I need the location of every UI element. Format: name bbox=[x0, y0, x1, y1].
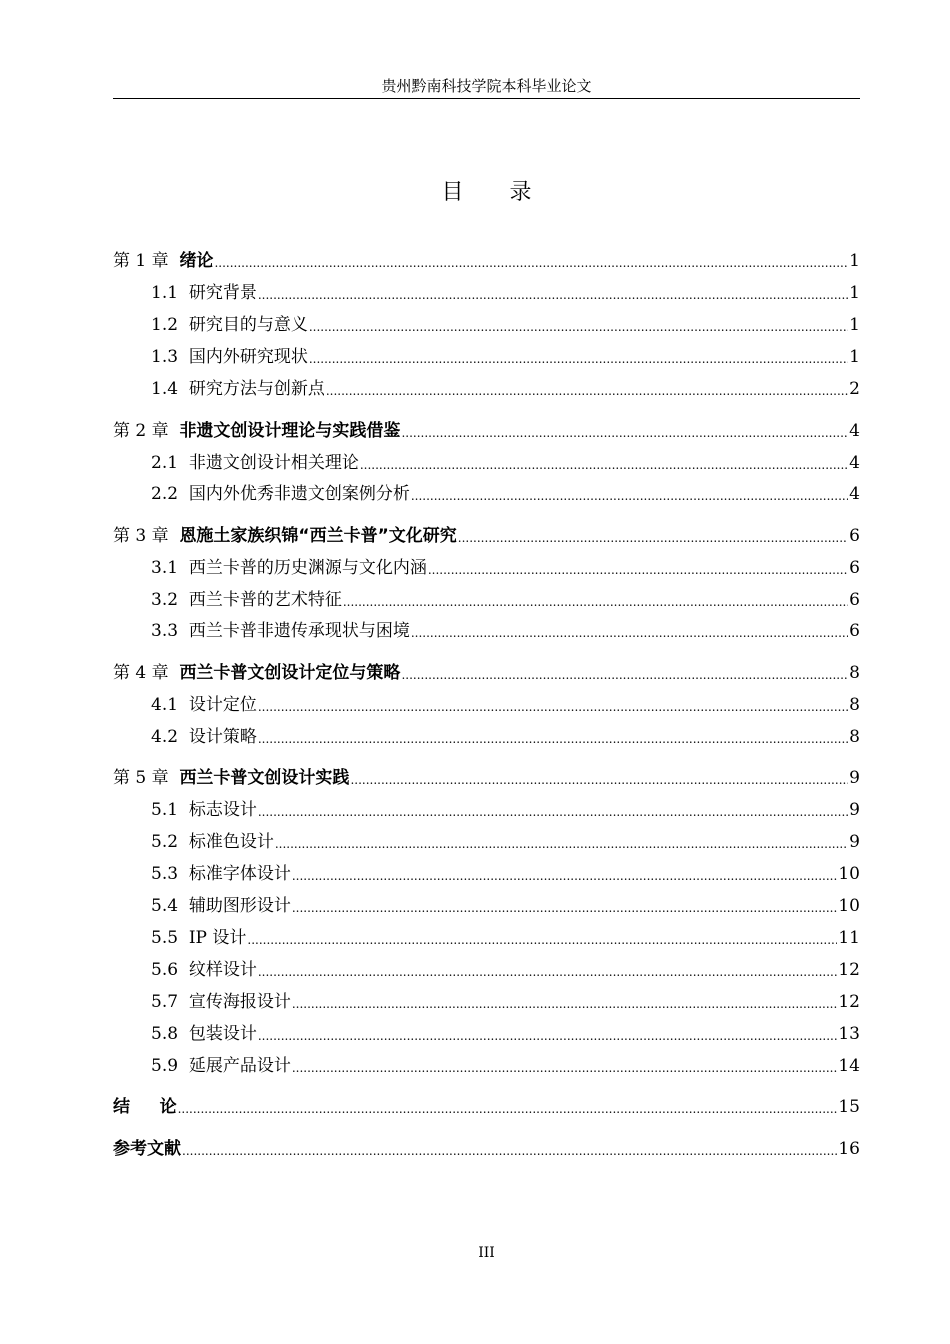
toc-entry-label: 西兰卡普非遗传承现状与困境 bbox=[188, 621, 410, 641]
toc-section-entry[interactable] bbox=[151, 376, 860, 400]
toc-entry-label: 国内外研究现状 bbox=[188, 347, 308, 367]
toc-entry-page: 8 bbox=[849, 695, 860, 715]
toc-section-entry[interactable] bbox=[151, 797, 860, 821]
toc-entry-number: 3.3 bbox=[151, 621, 189, 641]
toc-section-entry[interactable] bbox=[151, 829, 860, 853]
toc-chapter-entry[interactable] bbox=[113, 765, 860, 789]
toc-entry-page: 13 bbox=[838, 1024, 860, 1044]
toc-entry-page: 11 bbox=[838, 928, 860, 948]
toc-entry-page: 12 bbox=[838, 992, 860, 1012]
toc-dot-leader bbox=[343, 595, 848, 611]
toc-dot-leader bbox=[292, 1061, 838, 1077]
toc-chapter-entry[interactable] bbox=[113, 523, 860, 547]
toc-entry-label: 辅助图形设计 bbox=[188, 896, 291, 916]
toc-entry-label: 西兰卡普文创设计实践 bbox=[179, 768, 350, 788]
toc-chapter-entry[interactable] bbox=[113, 1094, 860, 1118]
toc-section-entry[interactable] bbox=[151, 893, 860, 917]
toc-entry-label: 纹样设计 bbox=[188, 960, 257, 980]
toc-dot-leader bbox=[401, 426, 848, 442]
toc-entry-number: 第 5 章 bbox=[113, 768, 180, 788]
toc-dot-leader bbox=[350, 773, 848, 789]
toc-entry-page: 6 bbox=[849, 558, 860, 578]
toc-entry-label: 绪论 bbox=[179, 251, 214, 271]
toc-section-entry[interactable] bbox=[151, 692, 860, 716]
toc-entry-page: 10 bbox=[838, 864, 860, 884]
toc-entry-label: 研究背景 bbox=[188, 283, 257, 303]
toc-dot-leader bbox=[258, 732, 848, 748]
toc-section-entry[interactable] bbox=[151, 618, 860, 642]
toc-entry-page: 8 bbox=[849, 727, 860, 747]
toc-entry-page: 9 bbox=[849, 800, 860, 820]
toc-entry-label: 西兰卡普文创设计定位与策略 bbox=[179, 663, 401, 683]
toc-chapter-entry[interactable] bbox=[113, 660, 860, 684]
toc-title: 目录 bbox=[441, 180, 578, 205]
toc-entry-number: 第 1 章 bbox=[113, 251, 180, 271]
toc-entry-label: 非遗文创设计理论与实践借鉴 bbox=[179, 421, 401, 441]
toc-section-entry[interactable] bbox=[151, 957, 860, 981]
header-rule bbox=[113, 98, 860, 99]
toc-dot-leader bbox=[458, 531, 848, 547]
toc-section-entry[interactable] bbox=[151, 555, 860, 579]
toc-dot-leader bbox=[258, 288, 848, 304]
toc-entry-number: 5.5 bbox=[151, 928, 189, 948]
toc-section-entry[interactable] bbox=[151, 344, 860, 368]
page-number: III bbox=[478, 1245, 495, 1261]
toc-entry-number: 1.2 bbox=[151, 315, 189, 335]
toc-chapter-entry[interactable] bbox=[113, 248, 860, 272]
toc-entry-page: 4 bbox=[849, 453, 860, 473]
toc-entry-page: 16 bbox=[838, 1139, 860, 1159]
toc-entry-page: 1 bbox=[849, 251, 860, 271]
toc-entry-page: 9 bbox=[849, 832, 860, 852]
toc-entry-number: 5.9 bbox=[151, 1056, 189, 1076]
toc-entry-label: 参考文献 bbox=[113, 1139, 181, 1159]
toc-entry-number: 4.1 bbox=[151, 695, 189, 715]
toc-dot-leader bbox=[401, 668, 848, 684]
toc-entry-number: 1.1 bbox=[151, 283, 189, 303]
toc-section-entry[interactable] bbox=[151, 450, 860, 474]
toc-dot-leader bbox=[178, 1102, 838, 1118]
toc-entry-number: 5.7 bbox=[151, 992, 189, 1012]
toc-entry-page: 10 bbox=[838, 896, 860, 916]
toc-dot-leader bbox=[258, 805, 848, 821]
toc-entry-number: 5.3 bbox=[151, 864, 189, 884]
toc-entry-label: 标准色设计 bbox=[188, 832, 274, 852]
toc-section-entry[interactable] bbox=[151, 312, 860, 336]
toc-entry-page: 1 bbox=[849, 347, 860, 367]
toc-section-entry[interactable] bbox=[151, 989, 860, 1013]
toc-section-entry[interactable] bbox=[151, 1053, 860, 1077]
toc-dot-leader bbox=[428, 563, 848, 579]
toc-entry-number: 5.4 bbox=[151, 896, 189, 916]
toc-entry-label: 恩施土家族织锦“西兰卡普”文化研究 bbox=[179, 526, 457, 546]
toc-section-entry[interactable] bbox=[151, 481, 860, 505]
toc-section-entry[interactable] bbox=[151, 1021, 860, 1045]
toc-entry-number: 5.1 bbox=[151, 800, 189, 820]
toc-dot-leader bbox=[360, 458, 848, 474]
toc-entry-page: 4 bbox=[849, 484, 860, 504]
toc-dot-leader bbox=[182, 1144, 837, 1160]
toc-entry-page: 15 bbox=[838, 1097, 860, 1117]
toc-dot-leader bbox=[326, 384, 848, 400]
toc-dot-leader bbox=[292, 997, 838, 1013]
toc-entry-page: 1 bbox=[849, 283, 860, 303]
toc-entry-number: 第 4 章 bbox=[113, 663, 180, 683]
toc-entry-number: 3.1 bbox=[151, 558, 189, 578]
toc-entry-number: 5.6 bbox=[151, 960, 189, 980]
toc-entry-number: 5.8 bbox=[151, 1024, 189, 1044]
toc-dot-leader bbox=[258, 700, 848, 716]
toc-dot-leader bbox=[214, 256, 848, 272]
toc-entry-label: 非遗文创设计相关理论 bbox=[188, 453, 359, 473]
toc-entry-label: 标准字体设计 bbox=[188, 864, 291, 884]
toc-entry-label: 宣传海报设计 bbox=[188, 992, 291, 1012]
toc-section-entry[interactable] bbox=[151, 925, 860, 949]
toc-entry-page: 6 bbox=[849, 621, 860, 641]
toc-entry-page: 4 bbox=[849, 421, 860, 441]
toc-entry-number: 2.1 bbox=[151, 453, 189, 473]
toc-entry-page: 6 bbox=[849, 526, 860, 546]
toc-entry-label: 设计策略 bbox=[188, 727, 257, 747]
toc-dot-leader bbox=[309, 352, 848, 368]
toc-entry-page: 14 bbox=[838, 1056, 860, 1076]
toc-entry-page: 12 bbox=[838, 960, 860, 980]
toc-entry-number: 4.2 bbox=[151, 727, 189, 747]
toc-dot-leader bbox=[292, 901, 838, 917]
toc-entry-label: 延展产品设计 bbox=[188, 1056, 291, 1076]
toc-entry-number: 1.4 bbox=[151, 379, 189, 399]
toc-entry-page: 1 bbox=[849, 315, 860, 335]
toc-dot-leader bbox=[258, 965, 838, 981]
toc-dot-leader bbox=[292, 869, 838, 885]
toc-entry-page: 8 bbox=[849, 663, 860, 683]
running-header: 贵州黔南科技学院本科毕业论文 bbox=[381, 77, 592, 95]
toc-entry-label: IP 设计 bbox=[188, 928, 247, 948]
toc-dot-leader bbox=[275, 837, 848, 853]
toc-dot-leader bbox=[309, 320, 848, 336]
toc-dot-leader bbox=[247, 933, 837, 949]
toc-entry-number: 1.3 bbox=[151, 347, 189, 367]
toc-section-entry[interactable] bbox=[151, 587, 860, 611]
toc-chapter-entry[interactable] bbox=[113, 1136, 860, 1160]
toc-entry-label: 设计定位 bbox=[188, 695, 257, 715]
toc-entry-label: 结 论 bbox=[113, 1097, 177, 1117]
toc-entry-page: 2 bbox=[849, 379, 860, 399]
toc-section-entry[interactable] bbox=[151, 861, 860, 885]
toc-dot-leader bbox=[411, 626, 848, 642]
toc-entry-label: 包装设计 bbox=[188, 1024, 257, 1044]
toc-entry-number: 2.2 bbox=[151, 484, 189, 504]
toc-entry-page: 6 bbox=[849, 590, 860, 610]
toc-entry-number: 第 3 章 bbox=[113, 526, 180, 546]
toc-entry-label: 国内外优秀非遗文创案例分析 bbox=[188, 484, 410, 504]
toc-section-entry[interactable] bbox=[151, 280, 860, 304]
toc-chapter-entry[interactable] bbox=[113, 418, 860, 442]
toc-entry-number: 第 2 章 bbox=[113, 421, 180, 441]
toc-section-entry[interactable] bbox=[151, 724, 860, 748]
toc-entry-label: 西兰卡普的历史渊源与文化内涵 bbox=[188, 558, 427, 578]
toc-entry-label: 标志设计 bbox=[188, 800, 257, 820]
toc-dot-leader bbox=[258, 1029, 838, 1045]
toc-entry-number: 3.2 bbox=[151, 590, 189, 610]
toc-dot-leader bbox=[411, 489, 848, 505]
toc-entry-label: 研究方法与创新点 bbox=[188, 379, 325, 399]
toc-entry-page: 9 bbox=[849, 768, 860, 788]
toc-entry-label: 研究目的与意义 bbox=[188, 315, 308, 335]
toc-entry-number: 5.2 bbox=[151, 832, 189, 852]
toc-entry-label: 西兰卡普的艺术特征 bbox=[188, 590, 342, 610]
